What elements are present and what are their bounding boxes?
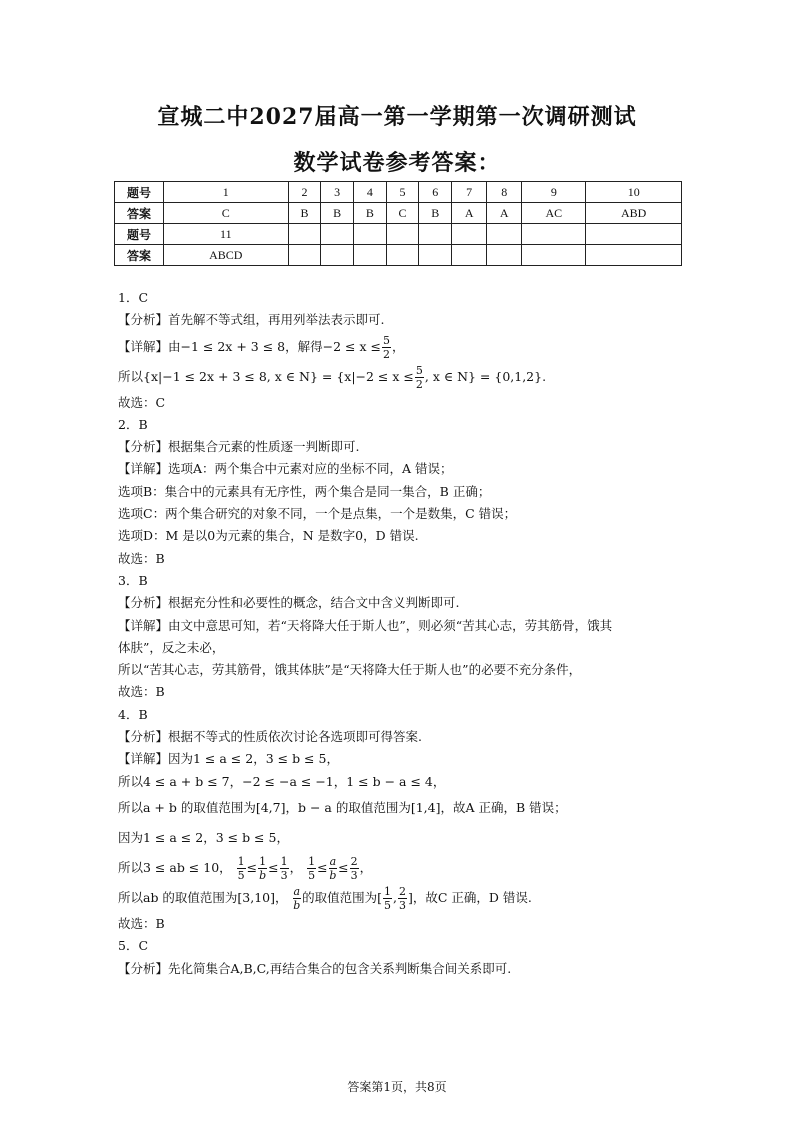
question-3-head: 3．B (118, 572, 148, 588)
answer-table (114, 181, 682, 266)
question-4-fractions: 所以3 ≤ ab ≤ 10， $\frac{1}{5}$ ≤ $\frac{1}{b}$ ≤ $\frac{1}{3}$ ， $\frac{1}{5}$ ≤ $\frac{a}{b}$ ≤ $\frac{2}{3}$ ， (118, 854, 373, 882)
fraction (415, 364, 424, 391)
table-cell (452, 245, 487, 266)
table-cell (386, 224, 419, 245)
table-cell: 1 (164, 182, 289, 203)
table-row (115, 182, 682, 203)
page-title: 宣城二中2027届高一第一学期第一次调研测试 (157, 104, 637, 130)
question-2-head: 2．B (118, 416, 148, 432)
set-text: 所以{x|−1 ≤ 2x + 3 ≤ 8, x ∈ N} = {x|−2 ≤ x ≤ (118, 368, 414, 384)
table-cell (522, 245, 586, 266)
table-cell: A (452, 203, 487, 224)
table-cell (522, 224, 586, 245)
question-1-detail (118, 332, 718, 362)
row-header: 答案 (115, 203, 164, 224)
table-cell: 7 (452, 182, 487, 203)
table-cell (419, 224, 452, 245)
table-cell: 10 (586, 182, 682, 203)
question-3-choose: 故选：B (118, 684, 165, 700)
question-1-set (118, 362, 718, 392)
row-header: 题号 (115, 182, 164, 203)
line-text: 的取值范围为 (302, 889, 378, 905)
table-cell: ABD (586, 203, 682, 224)
row-header: 题号 (115, 224, 164, 245)
question-4-line: 因为1 ≤ a ≤ 2，3 ≤ b ≤ 5， (118, 829, 289, 845)
fraction (382, 334, 391, 361)
table-cell: AC (522, 203, 586, 224)
table-cell: 5 (386, 182, 419, 203)
set-text: , x ∈ N} = {0,1,2}. (424, 368, 547, 384)
question-3-line: 所以“苦其心志，劳其筋骨，饿其体肤”是“天将降大任于斯人也”的必要不充分条件， (118, 662, 582, 678)
table-cell (321, 245, 354, 266)
question-5-analysis: 【分析】先化简集合A,B,C,再结合集合的包含关系判断集合间关系即可. (118, 960, 512, 976)
question-3-line: 体肤”，反之未必， (118, 639, 225, 655)
table-cell: C (164, 203, 289, 224)
fraction: $\frac{1}{5}$ (383, 884, 391, 912)
table-cell (487, 224, 522, 245)
line-text: ，故C 正确，D 错误. (412, 889, 532, 905)
table-cell (452, 224, 487, 245)
question-3-analysis: 【分析】根据充分性和必要性的概念，结合文中含义判断即可. (118, 595, 460, 611)
table-cell: 9 (522, 182, 586, 203)
table-cell (354, 245, 387, 266)
fraction: $\frac{1}{3}$ (280, 854, 288, 882)
question-1-head: 1．C (118, 290, 149, 305)
question-2-line: 选项D：M 是以0为元素的集合，N 是数字0，D 错误. (118, 528, 419, 544)
table-cell: 11 (164, 224, 289, 245)
table-cell: 2 (288, 182, 321, 203)
fraction: $\frac{2}{3}$ (398, 884, 406, 912)
table-cell (354, 224, 387, 245)
line-text: 所以3 ≤ ab ≤ 10， (118, 859, 232, 875)
fraction: $\frac{2}{3}$ (350, 854, 358, 882)
table-cell: A (487, 203, 522, 224)
line-text: 所以ab 的取值范围为[3,10]， (118, 889, 288, 905)
table-cell: B (354, 203, 387, 224)
table-cell (386, 245, 419, 266)
table-cell: B (288, 203, 321, 224)
question-4-head: 4．B (118, 706, 148, 722)
table-cell: 4 (354, 182, 387, 203)
table-cell: 8 (487, 182, 522, 203)
question-2-line: 选项C：两个集合研究的对象不同，一个是点集，一个是数集，C 错误； (118, 506, 517, 522)
table-cell (586, 245, 682, 266)
table-row (115, 224, 682, 245)
detail-text: 【详解】由−1 ≤ 2x + 3 ≤ 8，解得−2 ≤ x ≤ (118, 338, 381, 354)
table-cell: 6 (419, 182, 452, 203)
table-cell (321, 224, 354, 245)
question-2-analysis: 【分析】根据集合元素的性质逐一判断即可. (118, 439, 360, 455)
page-footer: 答案第1页，共8页 (347, 1080, 447, 1094)
table-row (115, 245, 682, 266)
question-2-choose: 故选：B (118, 550, 165, 566)
fraction: $\frac{1}{b}$ (259, 854, 267, 882)
question-4-line: 所以a + b 的取值范围为[4,7]，b − a 的取值范围为[1,4]，故A 正确，B 错误； (118, 799, 567, 815)
detail-text: ， (391, 338, 405, 354)
table-cell (586, 224, 682, 245)
question-1-analysis: 【分析】首先解不等式组，再用列举法表示即可. (118, 312, 385, 328)
fraction-numerator: 5 (415, 363, 423, 377)
fraction-numerator: 5 (382, 333, 390, 347)
page-subtitle: 数学试卷参考答案： (293, 150, 501, 176)
fraction: $\frac{1}{5}$ (237, 854, 245, 882)
question-4-line: 【详解】因为1 ≤ a ≤ 2，3 ≤ b ≤ 5， (118, 751, 339, 767)
question-1-choose: 故选：C (118, 394, 166, 410)
fraction: $\frac{a}{b}$ (329, 854, 337, 882)
table-cell (487, 245, 522, 266)
fraction-denominator: 2 (382, 347, 390, 361)
table-row (115, 203, 682, 224)
fraction: $\frac{a}{b}$ (293, 884, 301, 912)
row-header: 答案 (115, 245, 164, 266)
table-cell: C (386, 203, 419, 224)
table-cell: B (321, 203, 354, 224)
fraction: $\frac{1}{5}$ (308, 854, 316, 882)
solutions-body (118, 287, 718, 980)
question-4-analysis: 【分析】根据不等式的性质依次讨论各选项即可得答案. (118, 729, 422, 745)
table-cell: 3 (321, 182, 354, 203)
question-4-ranges: 所以ab 的取值范围为[3,10]， $\frac{a}{b}$ 的取值范围为[ $\frac{1}{5}$ , $\frac{2}{3}$ ]，故C 正确，D 错误. (118, 884, 532, 912)
question-4-choose: 故选：B (118, 915, 165, 931)
question-5-head: 5．C (118, 938, 149, 954)
table-cell (288, 224, 321, 245)
table-cell (288, 245, 321, 266)
question-3-line: 【详解】由文中意思可知，若“天将降大任于斯人也”，则必须“苦其心志，劳其筋骨，饿其 (118, 617, 613, 633)
question-4-line: 所以4 ≤ a + b ≤ 7，−2 ≤ −a ≤ −1，1 ≤ b − a ≤ 4， (118, 773, 446, 789)
table-cell: B (419, 203, 452, 224)
table-cell (419, 245, 452, 266)
question-2-line: 【详解】选项A：两个集合中元素对应的坐标不同，A 错误； (118, 461, 453, 477)
fraction-denominator: 2 (415, 377, 423, 391)
table-cell: ABCD (164, 245, 289, 266)
question-2-line: 选项B：集合中的元素具有无序性，两个集合是同一集合，B 正确； (118, 483, 491, 499)
